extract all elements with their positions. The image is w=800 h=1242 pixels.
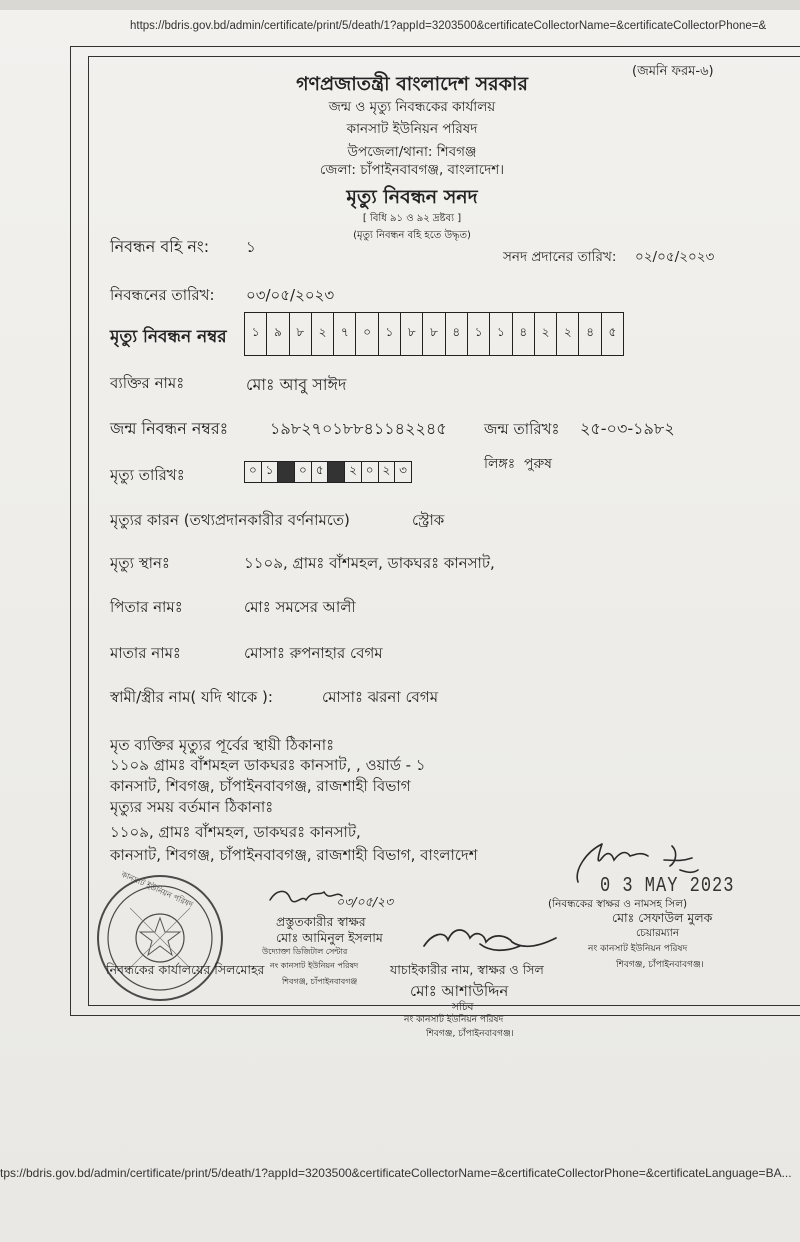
issue-date-label: সনদ প্রদানের তারিখ: — [503, 249, 617, 265]
certificate-title: মৃত্যু নিবন্ধন সনদ — [346, 186, 478, 208]
preparer-title: উদ্যোক্তা ডিজিটাল সেন্টার — [262, 947, 348, 956]
reg-number-digit: ৮ — [401, 312, 423, 356]
death-date-digit: ২ — [379, 461, 396, 483]
verifier-office: নং কানসাট ইউনিয়ন পরিষদ — [404, 1015, 504, 1025]
print-url-header: https://bdris.gov.bd/admin/certificate/print/5/death/1?appId=3203500&certificateCollectorName=&certificateCollectorPhone=& — [130, 20, 767, 32]
date-of-birth-label: জন্ম তারিখঃ — [484, 420, 560, 438]
death-date-digit: ৫ — [312, 461, 329, 483]
death-registration-number-boxes — [244, 312, 624, 356]
reg-number-digit: ৭ — [334, 312, 356, 356]
reg-number-digit: ১ — [245, 312, 267, 356]
verifier-title: সচিব — [452, 1001, 474, 1013]
extract-note: (মৃত্যু নিবন্ধন বহি হতে উদ্ধৃত) — [353, 230, 471, 241]
reg-number-digit: ২ — [312, 312, 334, 356]
gender-label: লিঙ্গঃ — [484, 456, 516, 472]
registrar-place: শিবগঞ্জ, চাঁপাইনবাবগঞ্জ। — [616, 960, 704, 970]
date-of-birth-value: ২৫-০৩-১৯৮২ — [580, 419, 675, 438]
verifier-signature — [420, 912, 570, 962]
book-no-value: ১ — [246, 238, 256, 256]
office-seal-label: নিবন্ধকের কার্যালয়ের সিলমোহর — [106, 962, 265, 977]
birth-registration-label: জন্ম নিবন্ধন নম্বরঃ — [110, 419, 229, 438]
cause-of-death-label: মৃত্যুর কারন (তথ্যপ্রদানকারীর বর্ণনামতে) — [110, 511, 350, 529]
page-top-strip — [0, 0, 800, 10]
registrar-caption: (নিবন্ধকের স্বাক্ষর ও নামসহ সিল) — [548, 898, 688, 910]
upazila-name: উপজেলা/থানা: শিবগঞ্জ — [347, 144, 477, 160]
date-separator-cell — [278, 461, 295, 483]
book-no-label: নিবন্ধন বহি নং: — [110, 237, 210, 256]
district-name: জেলা: চাঁপাইনবাবগঞ্জ, বাংলাদেশ। — [319, 162, 505, 178]
reg-number-digit: ৯ — [267, 312, 289, 356]
verifier-caption: যাচাইকারীর নাম, স্বাক্ষর ও সিল — [390, 962, 544, 977]
verifier-name: মোঃ আশাউদ্দিন — [410, 982, 509, 1000]
death-date-digit: ০ — [295, 461, 312, 483]
registration-date-label: নিবন্ধনের তারিখ: — [110, 286, 215, 304]
death-date-digit: ০ — [245, 461, 262, 483]
death-date-digit: ১ — [262, 461, 279, 483]
place-of-death-label: মৃত্যু স্থানঃ — [110, 554, 170, 572]
reg-number-digit: ১ — [490, 312, 512, 356]
reg-number-digit: ০ — [356, 312, 378, 356]
print-url-footer: tps://bdris.gov.bd/admin/certificate/print/5/death/1?appId=3203500&certificateCollectorName=&certificateCollectorPhone=&certificateLanguage=BA... — [0, 1166, 792, 1180]
reg-number-digit: ২ — [557, 312, 579, 356]
gender-value: পুরুষ — [524, 456, 552, 472]
issue-date-value: ০২/০৫/২০২৩ — [635, 249, 715, 265]
registrar-title: চেয়ারম্যান — [636, 927, 680, 939]
reg-number-digit: ৪ — [513, 312, 535, 356]
reg-number-digit: ৮ — [290, 312, 312, 356]
permanent-address-line-2: কানসাট, শিবগঞ্জ, চাঁপাইনবাবগঞ্জ, রাজশাহী বিভাগ — [110, 777, 411, 795]
death-date-label: মৃত্যু তারিখঃ — [110, 466, 185, 484]
reg-number-digit: ১ — [468, 312, 490, 356]
union-name: কানসাট ইউনিয়ন পরিষদ — [346, 121, 478, 137]
death-date-digit: ৩ — [395, 461, 412, 483]
reg-number-digit: ৪ — [446, 312, 468, 356]
current-address-line-2: কানসাট, শিবগঞ্জ, চাঁপাইনবাবগঞ্জ, রাজশাহী বিভাগ, বাংলাদেশ — [110, 846, 478, 864]
rule-reference: [ বিধি ৯১ ও ৯২ দ্রষ্টব্য ] — [362, 213, 462, 224]
reg-number-digit: ৮ — [423, 312, 445, 356]
registrar-office: নং কানসাট ইউনিয়ন পরিষদ — [588, 944, 688, 954]
person-name-value: মোঃ আবু সাঈদ — [246, 375, 347, 394]
death-registration-number-label: মৃত্যু নিবন্ধন নম্বর — [110, 327, 227, 347]
date-separator-cell — [328, 461, 345, 483]
preparer-office: নং কানসাট ইউনিয়ন পরিষদ — [270, 961, 359, 970]
preparer-caption: প্রস্তুতকারীর স্বাক্ষর — [276, 914, 366, 929]
registrar-name: মোঃ সেফাউল মুলক — [612, 910, 713, 925]
father-name-label: পিতার নামঃ — [110, 598, 183, 616]
cause-of-death-value: স্ট্রোক — [412, 511, 445, 529]
reg-number-digit: ৫ — [602, 312, 624, 356]
office-title: জন্ম ও মৃত্যু নিবন্ধকের কার্যালয় — [328, 99, 496, 115]
permanent-address-line-1: ১১০৯ গ্রামঃ বাঁশমহল ডাকঘরঃ কানসাট, , ওয়ার্ড - ১ — [110, 756, 426, 774]
current-address-label: মৃত্যুর সময় বর্তমান ঠিকানাঃ — [110, 798, 274, 816]
place-of-death-value: ১১০৯, গ্রামঃ বাঁশমহল, ডাকঘরঃ কানসাট, — [244, 554, 495, 572]
reg-number-digit: ৪ — [579, 312, 601, 356]
mother-name-label: মাতার নামঃ — [110, 644, 181, 662]
spouse-name-label: স্বামী/স্ত্রীর নাম( যদি থাকে ): — [110, 688, 273, 706]
birth-registration-value: ১৯৮২৭০১৮৮৪১১৪২২৪৫ — [270, 419, 447, 438]
registration-date-value: ০৩/০৫/২০২৩ — [246, 286, 335, 304]
form-number: (জমনি ফরম-৬) — [632, 64, 714, 79]
preparer-place: শিবগঞ্জ, চাঁপাইনবাবগঞ্জ — [282, 977, 358, 986]
father-name-value: মোঃ সমসের আলী — [244, 598, 356, 616]
death-date-digit: ০ — [362, 461, 379, 483]
reg-number-digit: ১ — [379, 312, 401, 356]
preparer-signature-date: ০৩/০৫/২৩ — [336, 894, 394, 909]
government-title: গণপ্রজাতন্ত্রী বাংলাদেশ সরকার — [296, 73, 528, 95]
verifier-place: শিবগঞ্জ, চাঁপাইনবাবগঞ্জ। — [426, 1029, 514, 1039]
death-date-digit: ২ — [345, 461, 362, 483]
spouse-name-value: মোসাঃ ঝরনা বেগম — [322, 688, 439, 706]
seal-text: কানসাট ইউনিয়ন পরিষদ — [119, 869, 195, 910]
mother-name-value: মোসাঃ রুপনাহার বেগম — [244, 644, 383, 662]
permanent-address-label: মৃত ব্যক্তির মৃত্যুর পূর্বের স্থায়ী ঠিকানাঃ — [110, 736, 335, 754]
registrar-stamp-date: 0 3 MAY 2023 — [600, 874, 735, 899]
current-address-line-1: ১১০৯, গ্রামঃ বাঁশমহল, ডাকঘরঃ কানসাট, — [110, 823, 361, 841]
reg-number-digit: ২ — [535, 312, 557, 356]
death-date-boxes — [244, 461, 412, 483]
preparer-name: মোঃ আমিনুল ইসলাম — [276, 930, 383, 945]
person-name-label: ব্যক্তির নামঃ — [110, 374, 185, 392]
